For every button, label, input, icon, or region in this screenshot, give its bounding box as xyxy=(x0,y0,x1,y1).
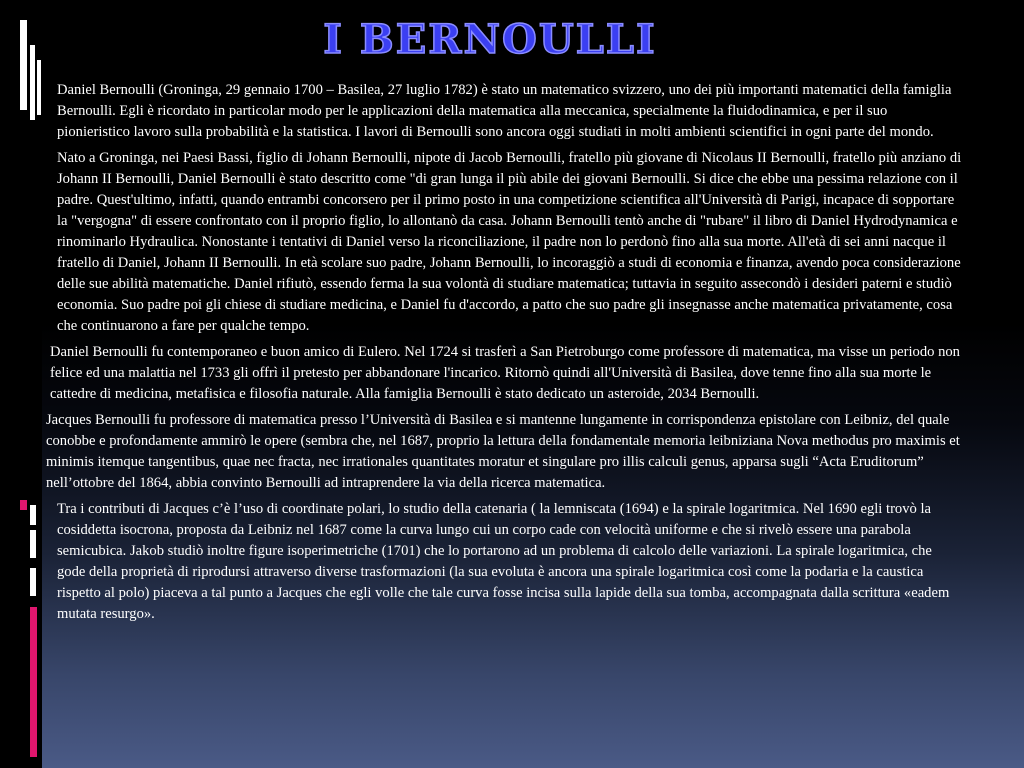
decorative-stripe xyxy=(20,20,27,110)
slide-body xyxy=(46,80,962,630)
paragraph: Daniel Bernoulli (Groninga, 29 gennaio 1700 – Basilea, 27 luglio 1782) è stato un matematico svizzero, uno dei più importanti matematici della famiglia Bernoulli. Egli è ricordato in particolar modo per le applicazioni della matematica alla meccanica, specialmente la fluidodinamica, e per il suo pionieristico lavoro sulla probabilità e la statistica. I lavori di Bernoulli sono ancora oggi studiati in molti ambienti scientifici in ogni parte del mondo. xyxy=(57,82,952,140)
decorative-stripe xyxy=(30,530,36,558)
decorative-stripe xyxy=(30,45,35,120)
decorative-stripe xyxy=(30,505,36,525)
decorative-stripe xyxy=(37,60,41,115)
decorative-stripe xyxy=(30,568,36,596)
accent-bar xyxy=(20,500,27,510)
paragraph: Daniel Bernoulli fu contemporaneo e buon amico di Eulero. Nel 1724 si trasferì a San Pietroburgo come professore di matematica, ma visse un periodo non felice ed una malattia nel 1733 gli offrì il pretesto per abbandonare l'incarico. Ritornò quindi all'Università di Basilea, dove tenne fino alla sua morte le cattedre di medicina, metafisica e filosofia naturale. Alla famiglia Bernoulli è stato dedicato un asteroide, 2034 Bernoulli. xyxy=(50,344,960,402)
paragraph: Nato a Groninga, nei Paesi Bassi, figlio di Johann Bernoulli, nipote di Jacob Bernoulli, fratello più giovane di Nicolaus II Bernoulli, fratello più anziano di Johann II Bernoulli, Daniel Bernoulli è stato descritto come "di gran lunga il più abile dei giovani Bernoulli. Si dice che ebbe una pessima relazione con il padre. Quest'ultimo, infatti, quando entrambi concorsero per il primo posto in una competizione scientifica all'Università di Parigi, incapace di sopportare la "vergogna" di essere confrontato con il proprio figlio, lo allontanò da casa. Johann Bernoulli tentò anche di "rubare" il libro di Daniel Hydrodynamica e rinominarlo Hydraulica. Nonostante i tentativi di Daniel verso la riconciliazione, il padre non lo perdonò fino alla sua morte. All'età di sei anni nacque il fratello di Daniel, Johann II Bernoulli. In età scolare suo padre, Johann Bernoulli, lo incoraggiò a studi di economia e finanza, avendo poca considerazione delle sue abilità matematiche. Daniel rifiutò, essendo ferma la sua volontà di studiare matematica; tuttavia in seguito assecondò i desideri paterni e studiò economia. Suo padre poi gli chiese di studiare medicina, e Daniel fu d'accordo, a patto che suo padre gli insegnasse anche matematica privatamente, cosa che continuarono a fare per qualche tempo. xyxy=(57,150,962,334)
slide-title: I BERNOULLI xyxy=(323,16,657,63)
accent-bar xyxy=(30,607,37,757)
paragraph: Jacques Bernoulli fu professore di matematica presso l’Università di Basilea e si mantenne lungamente in corrispondenza epistolare con Leibniz, del quale conobbe e profondamente ammirò le opere (sembra che, nel 1687, proprio la lettura della fondamentale memoria leibniziana Nova methodus pro maximis et minimis itemque tangentibus, quae nec fracta, nec irrationales quantitates moratur et singulare pro illis calculi genus, apparsa sugli “Acta Eruditorum” nell’ottobre del 1864, abbia convinto Bernoulli ad intraprendere la via della ricerca matematica. xyxy=(46,412,960,491)
paragraph: Tra i contributi di Jacques c’è l’uso di coordinate polari, lo studio della catenaria ( la lemniscata (1694) e la spirale logaritmica. Nel 1690 egli trovò la cosiddetta isocrona, proposta da Leibniz nel 1687 come la curva lungo cui un corpo cade con velocità uniforme e che si rivelò essere una parabola semicubica. Jakob studiò inoltre figure isoperimetriche (1701) che lo portarono ad un problema di calcolo delle variazioni. La spirale logaritmica, che gode della proprietà di riprodursi attraverso diverse trasformazioni (la sua evoluta è ancora una spirale logaritmica così come la podaria e la caustica rispetto al polo) piaceva a tal punto a Jacques che egli volle che tale curva fosse incisa sulla lapide della sua tomba, accompagnata dalla scrittura «eadem mutata resurgo». xyxy=(57,501,950,622)
